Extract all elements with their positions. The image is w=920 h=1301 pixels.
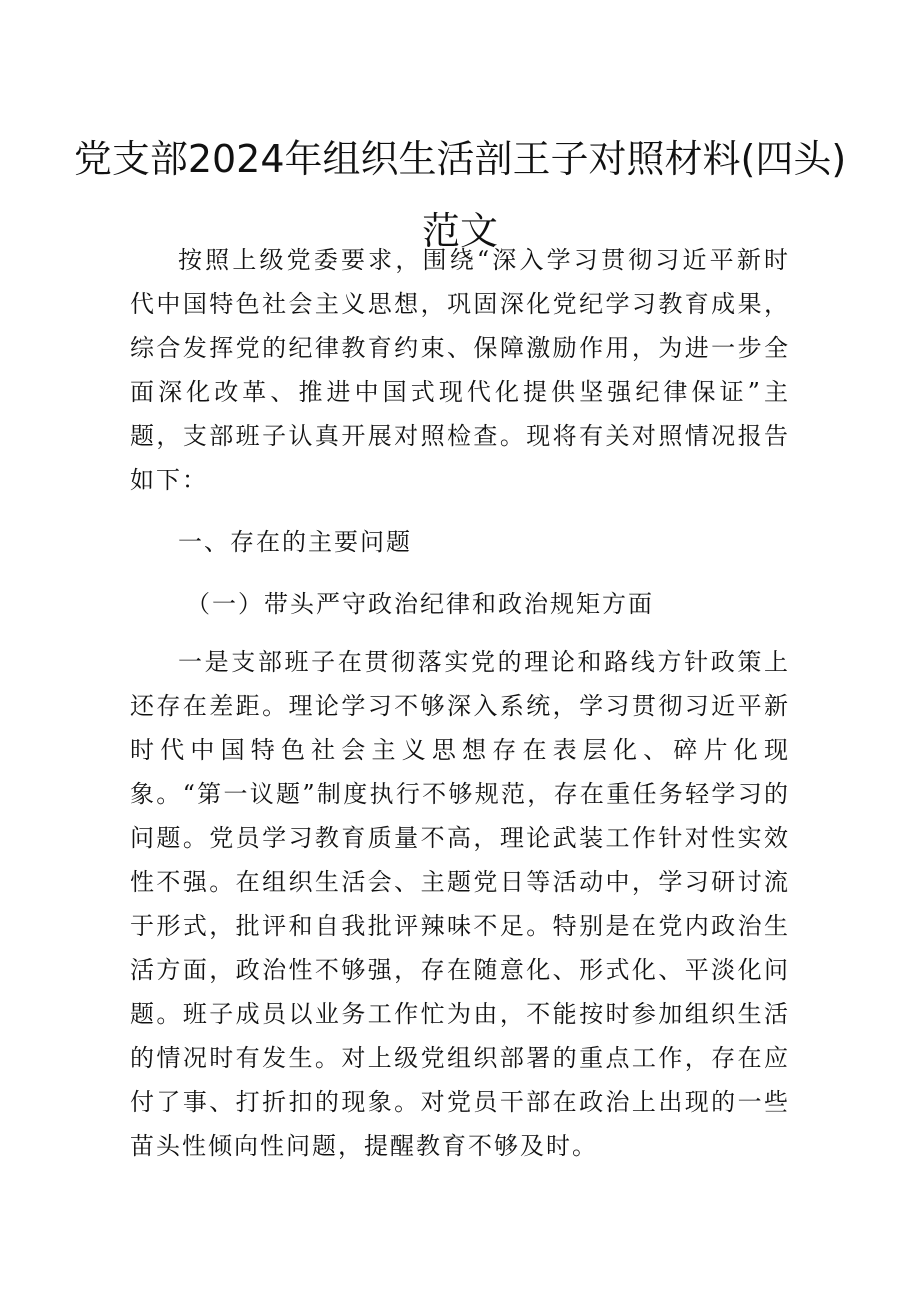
intro-paragraph: 按照上级党委要求，围绕“深入学习贯彻习近平新时代中国特色社会主义思想，巩固深化党纪学习教育成果，综合发挥党的纪律教育约束、保障激励作用，为进一步全面深化改革、推进中国式现代化提供坚强纪律保证”主题，支部班子认真开展对照检查。现将有关对照情况报告如下： [130,246,790,494]
document-title-line-1: 党支部2024年组织生活剖王子对照材料(四头) [73,137,847,181]
section-heading-problems: 一、存在的主要问题 [178,528,412,556]
document-title-line-2: 范文 [421,209,498,253]
subsection-paragraph: 一是支部班子在贯彻落实党的理论和路线方针政策上还存在差距。理论学习不够深入系统，学习贯彻习近平新时代中国特色社会主义思想存在表层化、碎片化现象。“第一议题”制度执行不够规范，存在重任务轻学习的问题。党员学习教育质量不高，理论武装工作针对性实效性不强。在组织生活会、主题党日等活动中，学习研讨流于形式，批评和自我批评辣味不足。特别是在党内政治生活方面，政治性不够强，存在随意化、形式化、平淡化问题。班子成员以业务工作忙为由，不能按时参加组织生活的情况时有发生。对上级党组织部署的重点工作，存在应付了事、打折扣的现象。对党员干部在政治上出现的一些苗头性倾向性问题，提醒教育不够及时。 [130,648,790,1160]
intro-block [130,238,790,502]
subsection-heading-political-discipline: （一）带头严守政治纪律和政治规矩方面 [186,590,654,618]
main-block [130,640,790,1168]
